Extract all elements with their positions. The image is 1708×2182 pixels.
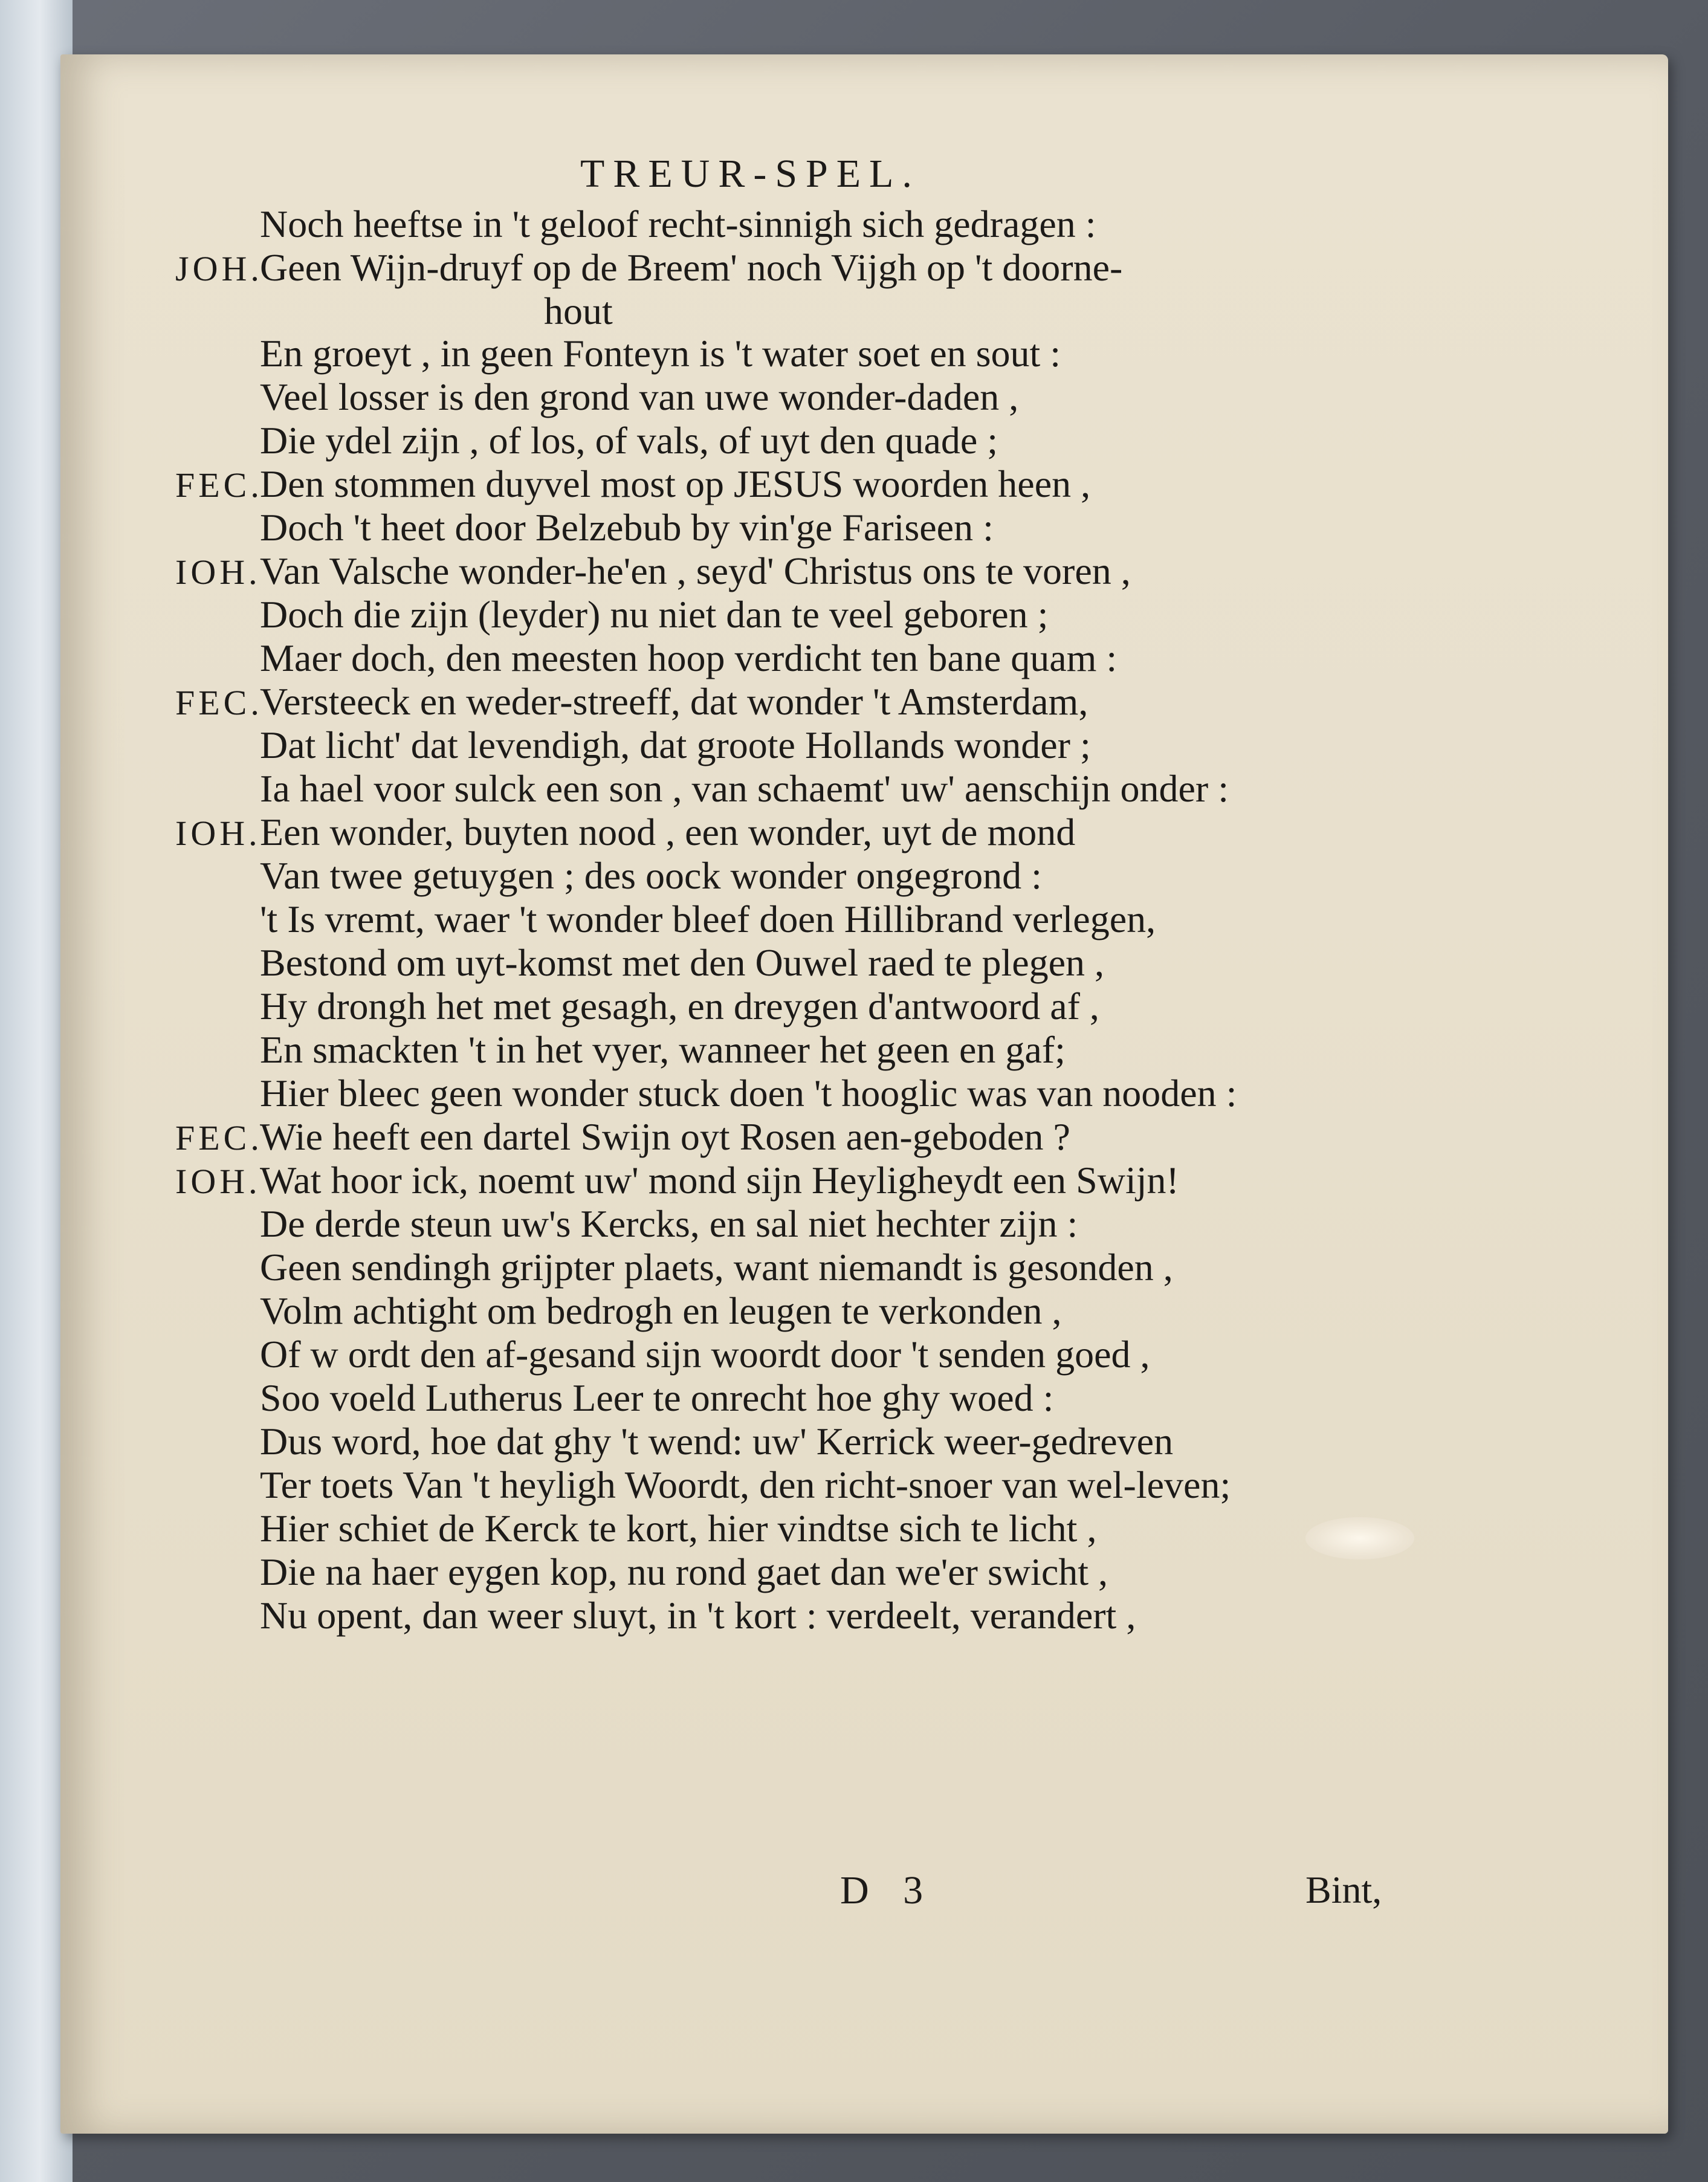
- speaker-label: FEC.: [175, 1118, 263, 1157]
- verse-line-text: Wat hoor ick, noemt uw' mond sijn Heyligheydt een Swijn!: [260, 1159, 1179, 1202]
- verse-line-text: Hier bleec geen wonder stuck doen 't hooglic was van nooden :: [260, 1072, 1237, 1115]
- verse-line-text: Ter toets Van 't heyligh Woordt, den richt-snoer van wel-leven;: [260, 1463, 1231, 1506]
- verse-text-block: [175, 202, 1541, 1637]
- verse-line: [175, 1072, 1541, 1115]
- verse-line-text: hout: [544, 290, 613, 332]
- verse-line: [175, 1028, 1541, 1072]
- verse-line-text: Volm achtight om bedrogh en leugen te verkonden ,: [260, 1289, 1062, 1332]
- verse-line-text: Geen sendingh grijpter plaets, want niemandt is gesonden ,: [260, 1246, 1173, 1289]
- signature-mark: D 3: [840, 1868, 936, 1912]
- verse-line-text: Ia hael voor sulck een son , van schaemt' uw' aenschijn onder :: [260, 767, 1229, 810]
- verse-line-text: En smackten 't in het vyer, wanneer het geen en gaf;: [260, 1028, 1066, 1071]
- verse-line-text: Doch 't heet door Belzebub by vin'ge Fariseen :: [260, 506, 994, 549]
- verse-line-text: Doch die zijn (leyder) nu niet dan te veel geboren ;: [260, 593, 1049, 636]
- verse-line-text: De derde steun uw's Kercks, en sal niet hechter zijn :: [260, 1202, 1078, 1245]
- verse-line: [175, 1289, 1541, 1333]
- verse-line-text: 't Is vremt, waer 't wonder bleef doen Hillibrand verlegen,: [260, 898, 1156, 940]
- verse-line: [175, 506, 1541, 549]
- verse-line: [175, 898, 1541, 941]
- verse-line-text: Noch heeftse in 't geloof recht-sinnigh sich gedragen :: [260, 202, 1096, 245]
- verse-line: [175, 1246, 1541, 1289]
- verse-line-text: Soo voeld Lutherus Leer te onrecht hoe ghy woed :: [260, 1376, 1054, 1419]
- verse-line-text: Maer doch, den meesten hoop verdicht ten bane quam :: [260, 636, 1118, 679]
- book-page: [60, 54, 1668, 2134]
- verse-line: [175, 290, 1541, 332]
- verse-line-text: Dus word, hoe dat ghy 't wend: uw' Kerrick weer-gedreven: [260, 1420, 1174, 1463]
- verse-line: [175, 1202, 1541, 1246]
- verse-line-text: Van Valsche wonder-he'en , seyd' Christus ons te voren ,: [260, 549, 1131, 592]
- speaker-label: FEC.: [175, 465, 263, 505]
- verse-line: [175, 1115, 1541, 1159]
- verse-line: [175, 1376, 1541, 1420]
- verse-line: [175, 1463, 1541, 1507]
- verse-line: [175, 854, 1541, 898]
- speaker-label: IOH.: [175, 1162, 261, 1201]
- verse-line-text: Dat licht' dat levendigh, dat groote Hollands wonder ;: [260, 724, 1091, 766]
- verse-line-text: Bestond om uyt-komst met den Ouwel raed te plegen ,: [260, 941, 1105, 984]
- verse-line-text: Veel losser is den grond van uwe wonder-daden ,: [260, 375, 1019, 418]
- verse-line: [175, 680, 1541, 724]
- paper-stain: [1305, 1517, 1414, 1559]
- verse-line: [175, 549, 1541, 593]
- verse-line: [175, 724, 1541, 767]
- verse-line-text: Nu opent, dan weer sluyt, in 't kort : verdeelt, verandert ,: [260, 1594, 1136, 1637]
- verse-line: [175, 1159, 1541, 1202]
- verse-line: [175, 1420, 1541, 1463]
- verse-line-text: Geen Wijn-druyf op de Breem' noch Vijgh op 't doorne-: [260, 246, 1123, 289]
- verse-line: [175, 246, 1541, 290]
- speaker-label: IOH.: [175, 552, 261, 592]
- verse-line: [175, 332, 1541, 375]
- speaker-label: IOH.: [175, 814, 261, 853]
- verse-line-text: Die ydel zijn , of los, of vals, of uyt den quade ;: [260, 419, 998, 462]
- speaker-label: FEC.: [175, 683, 263, 722]
- verse-line: [175, 985, 1541, 1028]
- verse-line: [175, 462, 1541, 506]
- verse-line-text: Versteeck en weder-streeff, dat wonder 't Amsterdam,: [260, 680, 1089, 723]
- verse-line: [175, 593, 1541, 636]
- verse-line: [175, 202, 1541, 246]
- running-head: TREUR-SPEL.: [580, 152, 920, 196]
- verse-line: [175, 811, 1541, 854]
- verse-line: [175, 941, 1541, 985]
- verse-line-text: Hy drongh het met gesagh, en dreygen d'antwoord af ,: [260, 985, 1099, 1028]
- verse-line: [175, 375, 1541, 419]
- verse-line-text: Hier schiet de Kerck te kort, hier vindtse sich te licht ,: [260, 1507, 1097, 1550]
- verse-line-text: Den stommen duyvel most op JESUS woorden heen ,: [260, 462, 1091, 505]
- verse-line-text: Die na haer eygen kop, nu rond gaet dan we'er swicht ,: [260, 1550, 1108, 1593]
- verse-line-text: En groeyt , in geen Fonteyn is 't water soet en sout :: [260, 332, 1061, 375]
- verse-line-text: Een wonder, buyten nood , een wonder, uyt de mond: [260, 811, 1076, 853]
- verse-line-text: Wie heeft een dartel Swijn oyt Rosen aen-geboden ?: [260, 1115, 1070, 1158]
- verse-line: [175, 1594, 1541, 1637]
- verse-line-text: Of w ordt den af-gesand sijn woordt door 't senden goed ,: [260, 1333, 1150, 1376]
- verse-line-text: Van twee getuygen ; des oock wonder ongegrond :: [260, 854, 1042, 897]
- verse-line: [175, 419, 1541, 462]
- verse-line: [175, 767, 1541, 811]
- speaker-label: JOH.: [175, 249, 263, 288]
- verse-line: [175, 1333, 1541, 1376]
- verse-line: [175, 636, 1541, 680]
- catchword: Bint,: [1305, 1868, 1382, 1911]
